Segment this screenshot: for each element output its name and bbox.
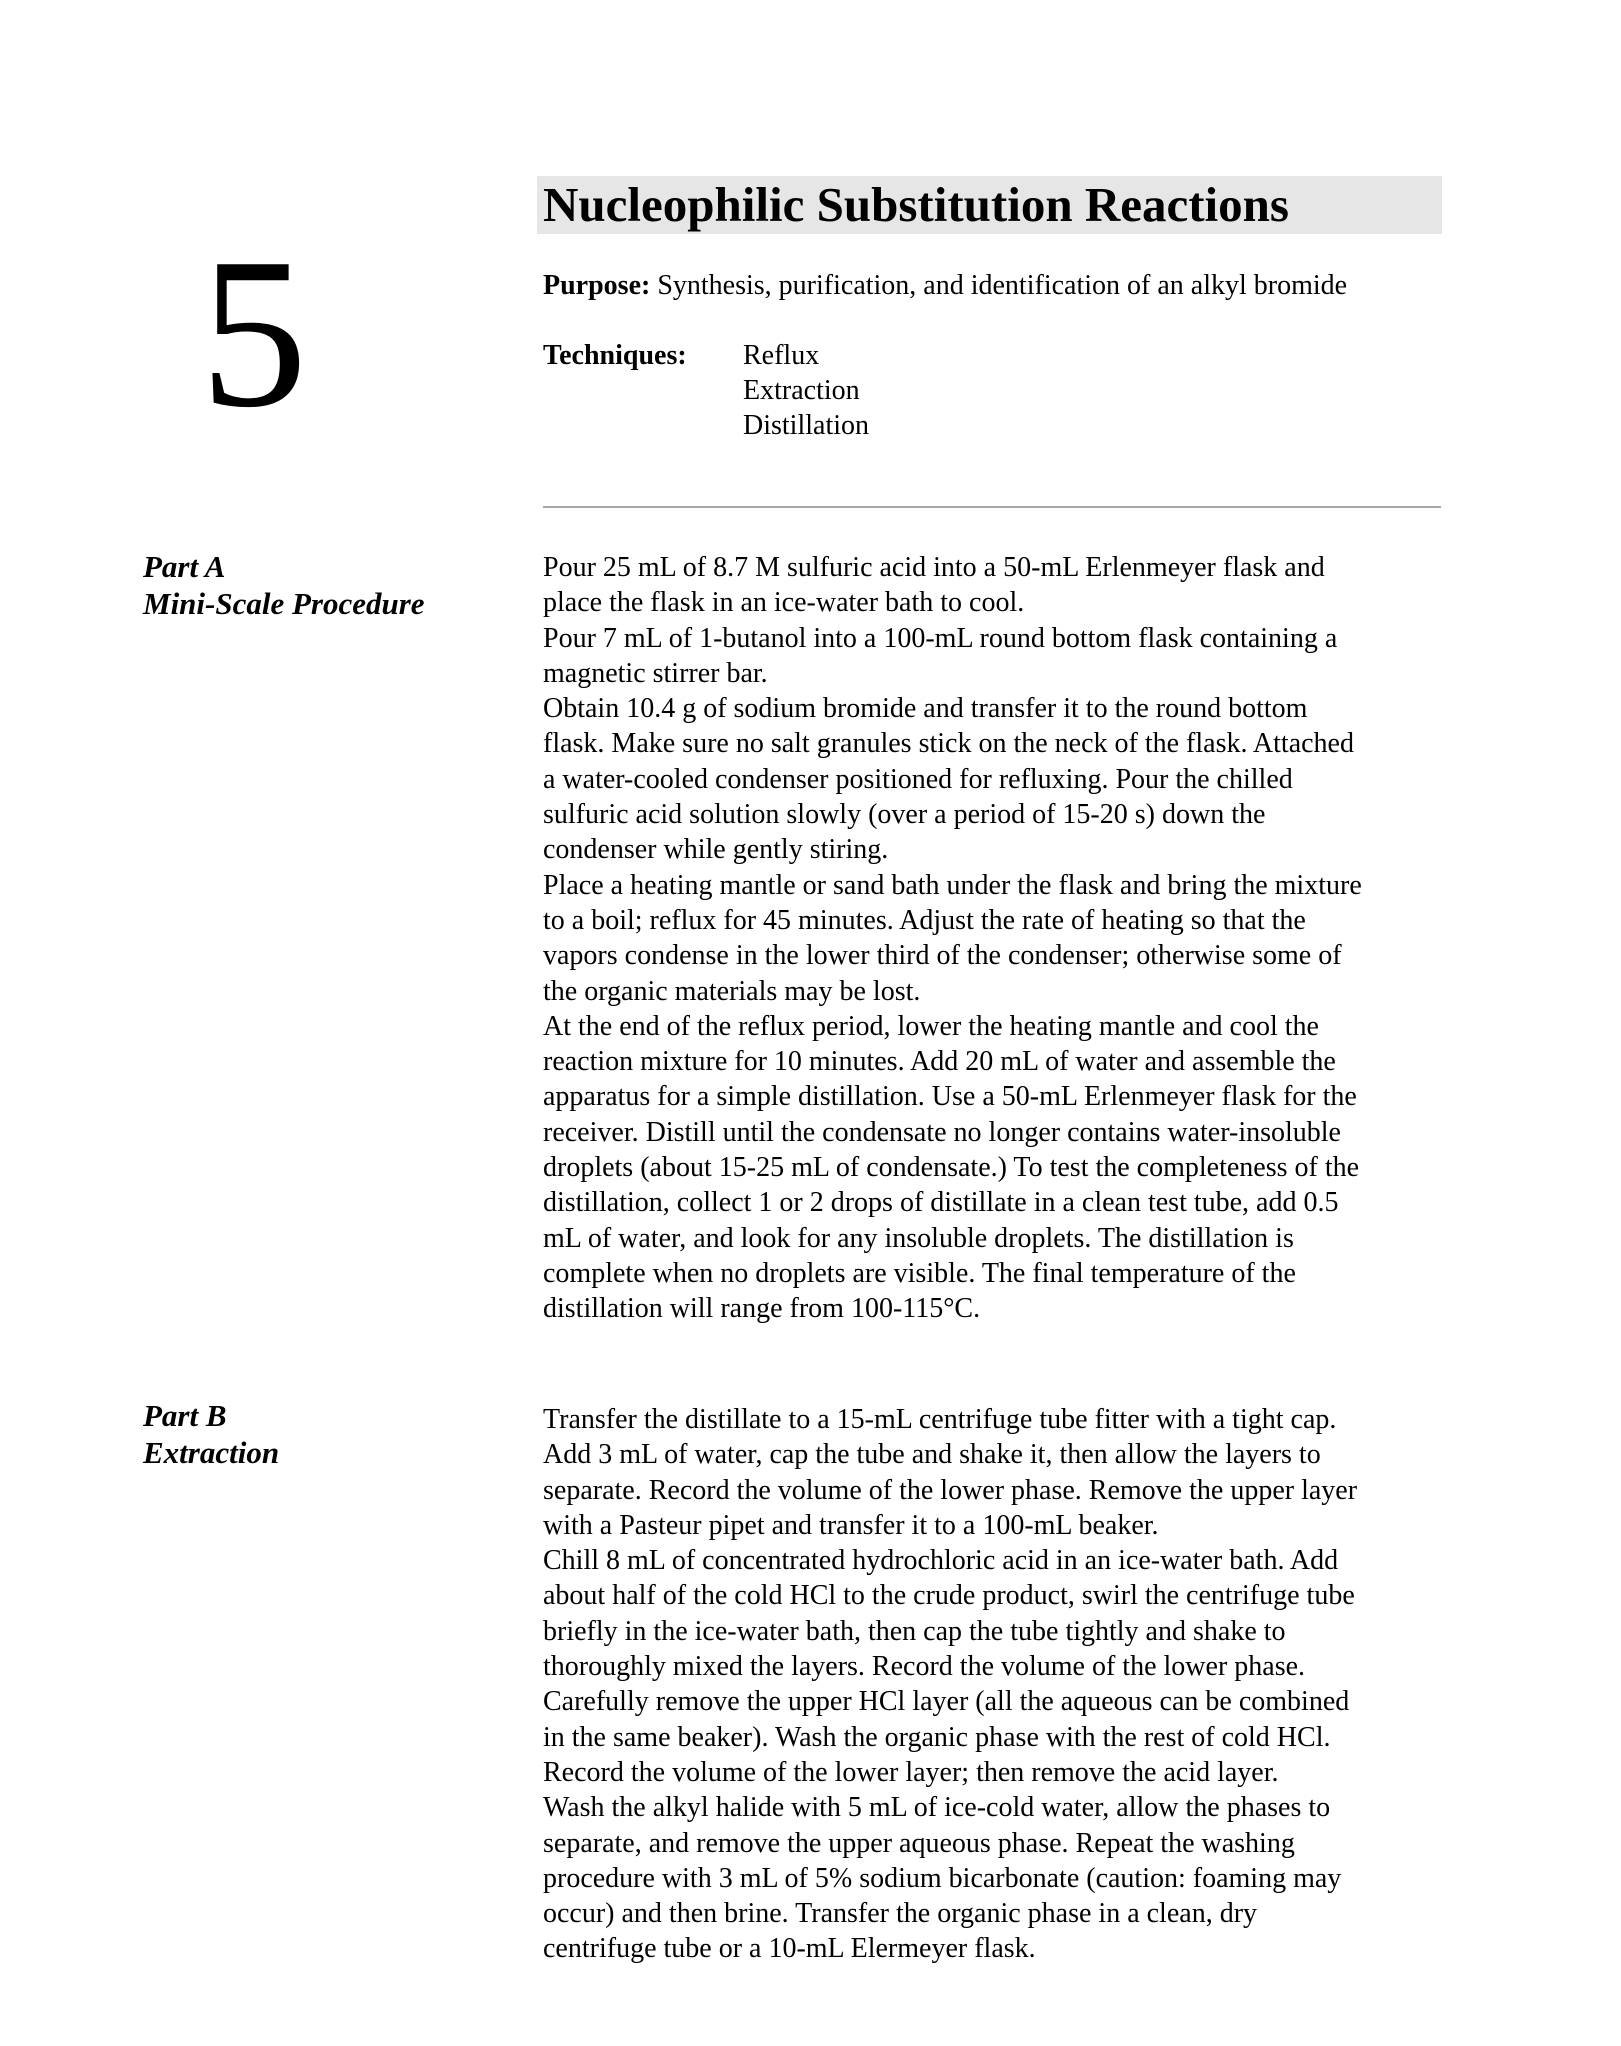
technique-item: Reflux [743,340,820,371]
text-line: condenser while gently stiring. [543,834,889,866]
text-line: place the flask in an ice-water bath to cool. [543,587,1025,619]
text-line: separate. Record the volume of the lower phase. Remove the upper layer [543,1474,1358,1506]
text-line: reaction mixture for 10 minutes. Add 20 mL of water and assemble the [543,1046,1336,1078]
text-line: At the end of the reflux period, lower the heating mantle and cool the [543,1010,1319,1042]
section-body-part-a [543,550,1448,1327]
page-title: Nucleophilic Substitution Reactions [543,177,1289,232]
section-label-line: Extraction [143,1435,280,1470]
text-line: Record the volume of the lower layer; then remove the acid layer. [543,1756,1279,1788]
techniques-block [543,338,869,443]
text-line: thoroughly mixed the layers. Record the volume of the lower phase. [543,1651,1306,1683]
text-line: apparatus for a simple distillation. Use a 50-mL Erlenmeyer flask for the [543,1081,1357,1113]
section-label-part-a [143,548,425,622]
text-line: briefly in the ice-water bath, then cap the tube tightly and shake to [543,1615,1286,1647]
text-line: Carefully remove the upper HCl layer (all the aqueous can be combined [543,1686,1350,1718]
purpose-label: Purpose: [543,270,651,301]
text-line: flask. Make sure no salt granules stick on the neck of the flask. Attached [543,728,1354,760]
text-line: Pour 25 mL of 8.7 M sulfuric acid into a 50-mL Erlenmeyer flask and [543,552,1325,583]
techniques-list [743,338,869,443]
text-line: procedure with 3 mL of 5% sodium bicarbonate (caution: foaming may [543,1862,1342,1894]
section-label-line: Mini-Scale Procedure [143,586,425,621]
text-line: distillation will range from 100-115°C. [543,1293,981,1325]
text-line: receiver. Distill until the condensate no longer contains water-insoluble [543,1116,1341,1148]
text-line: separate, and remove the upper aqueous phase. Repeat the washing [543,1827,1295,1859]
text-line: the organic materials may be lost. [543,975,921,1007]
text-line: complete when no droplets are visible. The final temperature of the [543,1257,1296,1289]
text-line: Transfer the distillate to a 15-mL centrifuge tube fitter with a tight cap. [543,1404,1337,1435]
section-divider [543,506,1441,508]
text-line: about half of the cold HCl to the crude product, swirl the centrifuge tube [543,1580,1355,1612]
text-line: Wash the alkyl halide with 5 mL of ice-cold water, allow the phases to [543,1792,1331,1824]
techniques-label: Techniques: [543,340,687,371]
text-line: Place a heating mantle or sand bath under the flask and bring the mixture [543,869,1362,901]
text-line: Chill 8 mL of concentrated hydrochloric acid in an ice-water bath. Add [543,1545,1339,1577]
purpose-text: Synthesis, purification, and identification of an alkyl bromide [657,270,1348,301]
text-line: Pour 7 mL of 1-butanol into a 100-mL round bottom flask containing a [543,622,1338,654]
text-line: magnetic stirrer bar. [543,657,768,689]
purpose-line [543,268,1347,303]
chapter-number: 5 [200,213,308,452]
text-line: Obtain 10.4 g of sodium bromide and transfer it to the round bottom [543,693,1308,725]
text-line: with a Pasteur pipet and transfer it to a 100-mL beaker. [543,1509,1159,1541]
text-line: sulfuric acid solution slowly (over a period of 15-20 s) down the [543,799,1266,831]
text-line: a water-cooled condenser positioned for refluxing. Pour the chilled [543,763,1293,795]
section-label-line: Part A [143,549,226,584]
section-label-part-b [143,1397,279,1471]
text-line: in the same beaker). Wash the organic phase with the rest of cold HCl. [543,1721,1331,1753]
section-label-line: Part B [143,1398,227,1433]
text-line: vapors condense in the lower third of the condenser; otherwise some of [543,940,1342,972]
text-line: droplets (about 15-25 mL of condensate.) To test the completeness of the [543,1152,1360,1184]
technique-item: Extraction [743,375,860,406]
text-line: centrifuge tube or a 10-mL Elermeyer flask. [543,1933,1036,1965]
technique-item: Distillation [743,410,869,441]
text-line: mL of water, and look for any insoluble droplets. The distillation is [543,1222,1294,1254]
text-line: Add 3 mL of water, cap the tube and shake it, then allow the layers to [543,1439,1321,1471]
text-line: distillation, collect 1 or 2 drops of distillate in a clean test tube, add 0.5 [543,1187,1339,1219]
text-line: occur) and then brine. Transfer the organic phase in a clean, dry [543,1898,1258,1930]
section-body-part-b [543,1402,1448,1967]
text-line: to a boil; reflux for 45 minutes. Adjust the rate of heating so that the [543,904,1306,936]
